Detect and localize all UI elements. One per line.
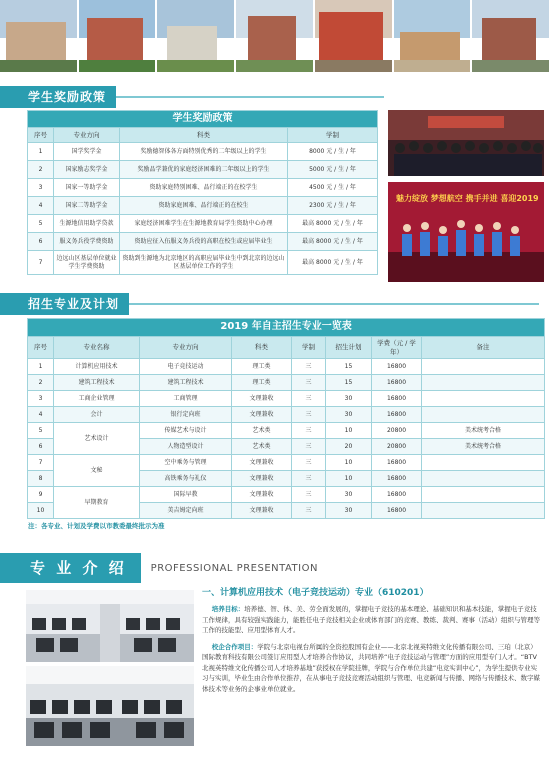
cell: 理工类 xyxy=(232,375,292,391)
cell: 文理兼收 xyxy=(232,391,292,407)
cell: 空中乘务与管理 xyxy=(140,455,232,471)
campus-photo-3 xyxy=(157,0,234,72)
cell: 生源地信用助学贷款 xyxy=(54,215,120,233)
cell: 文理兼收 xyxy=(232,407,292,423)
campus-photo-6 xyxy=(394,0,471,72)
cell xyxy=(422,503,545,519)
cell: 3 xyxy=(28,391,54,407)
cell: 奖励德智体各方面特别优秀的二年级以上的学生 xyxy=(120,143,288,161)
cell: 16800 xyxy=(372,407,422,423)
cell: 三 xyxy=(292,391,326,407)
graduation-photo xyxy=(388,110,544,176)
col-header: 学制 xyxy=(292,337,326,359)
table-row xyxy=(28,143,378,161)
cell: 6 xyxy=(28,233,54,251)
cell: 文秘 xyxy=(54,455,140,487)
cell: 16800 xyxy=(372,487,422,503)
campus-photo-4 xyxy=(236,0,313,72)
graduation-photo-art xyxy=(388,110,544,176)
cell: 美术统考合格 xyxy=(422,439,545,455)
table-row xyxy=(28,359,545,375)
cell: 4500 元 / 生 / 年 xyxy=(288,179,378,197)
cell: 美吉姆定向班 xyxy=(140,503,232,519)
cell: 早期教育 xyxy=(54,487,140,519)
table-row xyxy=(28,487,545,503)
cell: 人物造型设计 xyxy=(140,439,232,455)
cell: 资助到生源地为北京地区的高职应届毕业生中到北京的边远山区基层单位工作的学生 xyxy=(120,251,288,275)
cell: 三 xyxy=(292,487,326,503)
cell xyxy=(422,487,545,503)
cell: 高铁乘务与礼仪 xyxy=(140,471,232,487)
campus-photo-7 xyxy=(472,0,549,72)
cell: 9 xyxy=(28,487,54,503)
training-goal-paragraph xyxy=(202,604,542,636)
cooperation-text: 学院与北京电视台所属的全资控股国有企业——北京北视英特维文化传播有限公司、三珀（北京）国际教育科技有限公司签订应用型人才培养合作协议，共同培养“电子竞技运动与管理”方面的应用型专门人才。“BTV 北视英特维文化传播公司人才培养基地”获授权在学院挂牌，学院与合作单位共建“电竞实训中心”，为学生提供专业实习与实训，毕业生由合作单位推荐，在从事电子竞技竞赛活动组织与管理、电竞新闻与传播、网络与传播技术、数字媒体技术等业务的企事业单位就业。 xyxy=(202,642,540,693)
computer-lab-photo-2 xyxy=(26,666,194,746)
cell: 最高 8000 元 / 生 / 年 xyxy=(288,233,378,251)
banner-text: 魅力绽放 梦想航空 携手并进 喜迎2019 xyxy=(396,194,539,203)
cell: 15 xyxy=(326,375,372,391)
awards-table-title: 学生奖励政策 xyxy=(28,111,378,128)
cell xyxy=(422,375,545,391)
col-header: 专业方向 xyxy=(54,128,120,143)
cell: 三 xyxy=(292,439,326,455)
cell: 4 xyxy=(28,407,54,423)
performance-photo xyxy=(388,182,544,282)
cell: 文理兼收 xyxy=(232,503,292,519)
cell: 2 xyxy=(28,375,54,391)
cell: 5000 元 / 生 / 年 xyxy=(288,161,378,179)
cell: 会计 xyxy=(54,407,140,423)
cell: 计算机应用技术 xyxy=(54,359,140,375)
cell xyxy=(422,359,545,375)
table-row xyxy=(28,407,545,423)
col-header: 专业名称 xyxy=(54,337,140,359)
campus-photo-5 xyxy=(315,0,392,72)
table-row xyxy=(28,179,378,197)
cell: 5 xyxy=(28,423,54,439)
cell: 2 xyxy=(28,161,54,179)
cell: 10 xyxy=(326,471,372,487)
col-header: 序号 xyxy=(28,337,54,359)
cell: 奖励品学兼优的家庭经济困难的二年级以上的学生 xyxy=(120,161,288,179)
cell: 文理兼收 xyxy=(232,471,292,487)
cell xyxy=(422,391,545,407)
cell: 最高 8000 元 / 生 / 年 xyxy=(288,215,378,233)
cell: 30 xyxy=(326,391,372,407)
campus-photo-strip xyxy=(0,0,549,72)
cell: 10 xyxy=(326,423,372,439)
cell: 10 xyxy=(326,455,372,471)
cell: 三 xyxy=(292,471,326,487)
cell: 三 xyxy=(292,423,326,439)
cell xyxy=(422,455,545,471)
table-row xyxy=(28,391,545,407)
cell: 16800 xyxy=(372,391,422,407)
cooperation-paragraph xyxy=(202,642,542,695)
cell: 电子竞技运动 xyxy=(140,359,232,375)
cell: 16800 xyxy=(372,455,422,471)
cell: 三 xyxy=(292,407,326,423)
cell: 2300 元 / 生 / 年 xyxy=(288,197,378,215)
cell: 4 xyxy=(28,197,54,215)
plan-table-title: 2019 年自主招生专业一览表 xyxy=(28,319,545,337)
cell: 10 xyxy=(28,503,54,519)
col-header: 学费（元 / 学年） xyxy=(372,337,422,359)
training-goal-label: 培养目标： xyxy=(211,605,245,613)
table-row xyxy=(28,233,378,251)
cell: 16800 xyxy=(372,375,422,391)
cell: 16800 xyxy=(372,503,422,519)
col-header: 序号 xyxy=(28,128,54,143)
cell: 建筑工程技术 xyxy=(140,375,232,391)
cell: 银行定向班 xyxy=(140,407,232,423)
cell: 8000 元 / 生 / 年 xyxy=(288,143,378,161)
cell: 文理兼收 xyxy=(232,455,292,471)
cell: 艺术类 xyxy=(232,423,292,439)
cell: 艺术设计 xyxy=(54,423,140,455)
cell: 国家励志奖学金 xyxy=(54,161,120,179)
table-row xyxy=(28,423,545,439)
cell: 6 xyxy=(28,439,54,455)
campus-photo-2 xyxy=(79,0,156,72)
section-header-intro xyxy=(0,553,318,583)
cell: 家庭经济困难学生在生源地教育局学生资助中心办理 xyxy=(120,215,288,233)
cell: 20800 xyxy=(372,423,422,439)
cell: 最高 8000 元 / 生 / 年 xyxy=(288,251,378,275)
training-goal-text: 培养德、智、体、美、劳全面发展的，掌握电子竞技的基本理论、基础知识和基本技能，掌握电子竞技工作规律，具有较强实践能力，能胜任电子竞技相关企业或体育部门的竞赛、教练、裁判、赛事（活动）组织与管理等工作的技能型、应用型体育人才。 xyxy=(202,605,540,635)
cell: 20 xyxy=(326,439,372,455)
section-title: 专 业 介 绍 xyxy=(0,553,141,583)
table-row xyxy=(28,375,545,391)
cell: 三 xyxy=(292,503,326,519)
table-row xyxy=(28,197,378,215)
cell: 15 xyxy=(326,359,372,375)
section-header-awards xyxy=(0,86,384,108)
col-header: 招生计划 xyxy=(326,337,372,359)
section-title: 招生专业及计划 xyxy=(0,293,129,315)
computer-lab-photo-1 xyxy=(26,590,194,662)
cell: 传媒艺术与设计 xyxy=(140,423,232,439)
section-title: 学生奖励政策 xyxy=(0,86,116,108)
cell: 三 xyxy=(292,359,326,375)
cell: 1 xyxy=(28,143,54,161)
major-intro xyxy=(202,585,542,700)
col-header: 科类 xyxy=(232,337,292,359)
cell: 7 xyxy=(28,251,54,275)
plan-table xyxy=(27,318,545,519)
cell: 边远山区基层单位就业学生学费资助 xyxy=(54,251,120,275)
computer-lab-art-1 xyxy=(26,590,194,662)
cell xyxy=(422,407,545,423)
cell: 美术统考合格 xyxy=(422,423,545,439)
cell: 理工类 xyxy=(232,359,292,375)
section-subtitle: PROFESSIONAL PRESENTATION xyxy=(150,562,318,574)
table-row xyxy=(28,215,378,233)
cell: 艺术类 xyxy=(232,439,292,455)
section-divider xyxy=(116,96,384,98)
computer-lab-art-2 xyxy=(26,666,194,746)
campus-photo-1 xyxy=(0,0,77,72)
cell: 20800 xyxy=(372,439,422,455)
cell: 国际早教 xyxy=(140,487,232,503)
cell: 16800 xyxy=(372,359,422,375)
cell: 30 xyxy=(326,407,372,423)
major-heading: 一、计算机应用技术（电子竞技运动）专业（610201） xyxy=(202,588,429,598)
cell: 5 xyxy=(28,215,54,233)
cell: 工商企业管理 xyxy=(54,391,140,407)
awards-table xyxy=(27,110,378,275)
cell: 工商管理 xyxy=(140,391,232,407)
cell: 国家二等助学金 xyxy=(54,197,120,215)
col-header: 科类 xyxy=(120,128,288,143)
cooperation-label: 校企合作项目： xyxy=(211,642,258,651)
cell: 国学奖学金 xyxy=(54,143,120,161)
cell: 文理兼收 xyxy=(232,487,292,503)
cell xyxy=(422,471,545,487)
cell: 16800 xyxy=(372,471,422,487)
cell: 建筑工程技术 xyxy=(54,375,140,391)
cell: 服义务兵役学费资助 xyxy=(54,233,120,251)
cell: 30 xyxy=(326,503,372,519)
cell: 7 xyxy=(28,455,54,471)
cell: 资助家庭困难、品行端正的在校生 xyxy=(120,197,288,215)
cell: 资助家庭特别困难、品行端正的在校学生 xyxy=(120,179,288,197)
cell: 国家一等助学金 xyxy=(54,179,120,197)
section-header-plan xyxy=(0,293,539,315)
col-header: 备注 xyxy=(422,337,545,359)
cell: 资助应征入伍服义务兵役的高职在校生或应届毕业生 xyxy=(120,233,288,251)
table-row xyxy=(28,455,545,471)
cell: 1 xyxy=(28,359,54,375)
cell: 3 xyxy=(28,179,54,197)
cell: 三 xyxy=(292,375,326,391)
cell: 30 xyxy=(326,487,372,503)
col-header: 专业方向 xyxy=(140,337,232,359)
plan-note: 注：各专业、计划及学费以市教委最终批示为准 xyxy=(28,522,165,530)
table-row xyxy=(28,161,378,179)
table-row xyxy=(28,251,378,275)
cell: 三 xyxy=(292,455,326,471)
cell: 8 xyxy=(28,471,54,487)
section-divider xyxy=(129,303,539,305)
col-header: 学制 xyxy=(288,128,378,143)
